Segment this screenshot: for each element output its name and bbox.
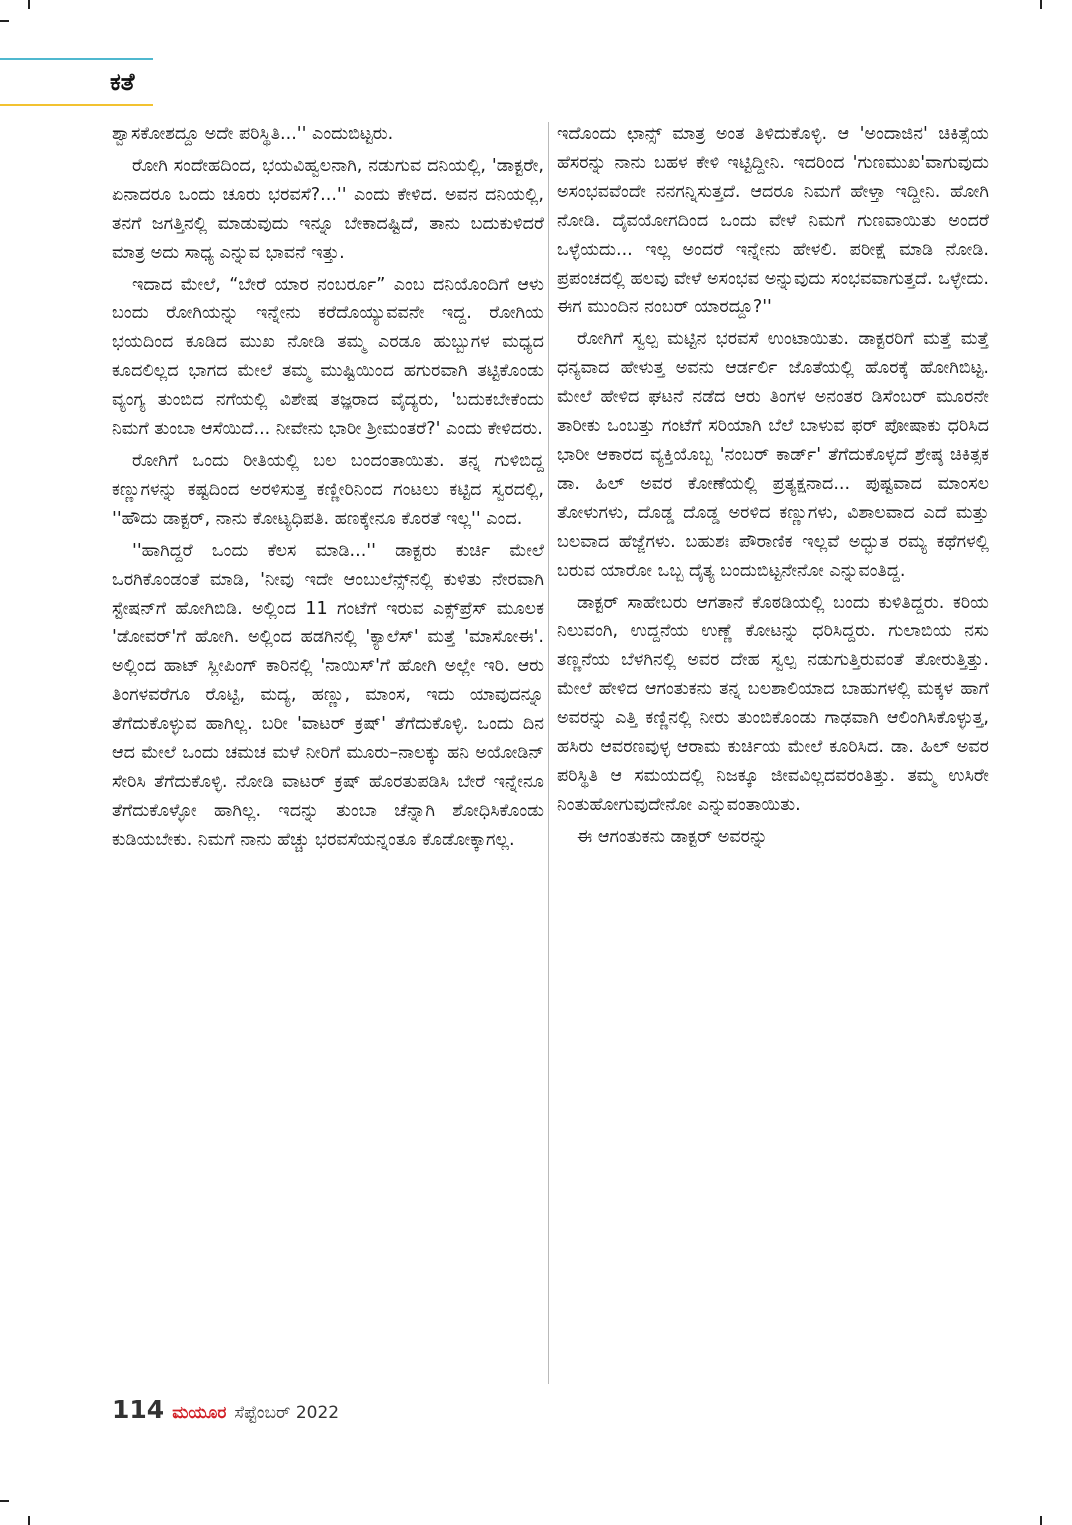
paragraph: ''ಹಾಗಿದ್ದರೆ ಒಂದು ಕೆಲಸ ಮಾಡಿ...'' ಡಾಕ್ಟರು ಕುರ್ಚಿ ಮೇಲೆ ಒರಗಿಕೊಂಡಂತೆ ಮಾಡಿ, 'ನೀವು ಇದೇ ಆಂಬುಲೆನ್ಸ್‌ನಲ್ಲಿ ಕುಳಿತು ನೇರವಾಗಿ ಸ್ಟೇಷನ್‌ಗೆ ಹೋಗಿಬಿಡಿ. ಅಲ್ಲಿಂದ 11 ಗಂಟೆಗೆ ಇರುವ ಎಕ್ಸ್‌ಪ್ರೆಸ್ ಮೂಲಕ 'ಡೋವರ್'ಗೆ ಹೋಗಿ. ಅಲ್ಲಿಂದ ಹಡಗಿನಲ್ಲಿ 'ಕ್ಯಾಲೆಸ್' ಮತ್ತೆ 'ಮಾಸೋಈ'. ಅಲ್ಲಿಂದ ಹಾಟ್ ಸ್ಲೀಪಿಂಗ್ ಕಾರಿನಲ್ಲಿ 'ನಾಯಿಸ್'ಗೆ ಹೋಗಿ ಅಲ್ಲೇ ಇರಿ. ಆರು ತಿಂಗಳವರೆಗೂ ರೊಟ್ಟಿ, ಮದ್ಯ, ಹಣ್ಣು, ಮಾಂಸ, ಇದು ಯಾವುದನ್ನೂ ತೆಗೆದುಕೊಳ್ಳುವ ಹಾಗಿಲ್ಲ. ಬರೀ 'ವಾಟರ್ ಕ್ರಷ್' ತೆಗೆದುಕೊಳ್ಳಿ. ಒಂದು ದಿನ ಆದ ಮೇಲೆ ಒಂದು ಚಮಚ ಮಳೆ ನೀರಿಗೆ ಮೂರು–ನಾಲಕ್ಕು ಹನಿ ಅಯೋಡಿನ್ ಸೇರಿಸಿ ತೆಗೆದುಕೊಳ್ಳಿ. ನೋಡಿ ವಾಟರ್ ಕ್ರಷ್ ಹೊರತುಪಡಿಸಿ ಬೇರೆ ಇನ್ನೇನೂ ತೆಗೆದುಕೊಳ್ಳೋ ಹಾಗಿಲ್ಲ. ಇದನ್ನು ತುಂಬಾ ಚೆನ್ನಾಗಿ ಶೋಧಿಸಿಕೊಂಡು ಕುಡಿಯಬೇಕು. ನಿಮಗೆ ನಾನು ಹೆಚ್ಚು ಭರವಸೆಯನ್ನಂತೂ ಕೊಡೋಕ್ಕಾಗಲ್ಲ. (112, 540, 544, 850)
paragraph: ಶ್ವಾಸಕೋಶದ್ದೂ ಅದೇ ಪರಿಸ್ಥಿತಿ...'' ಎಂದುಬಿಟ್ಟರು. (112, 124, 394, 144)
paragraph: ಇದಾದ ಮೇಲೆ, “ಬೇರೆ ಯಾರ ನಂಬರ್ರೂ” ಎಂಬ ದನಿಯೊಂದಿಗೆ ಆಳು ಬಂದು ರೋಗಿಯನ್ನು ಇನ್ನೇನು ಕರೆದೊಯ್ಯುವವನೇ ಇದ್ದ. ರೋಗಿಯ ಭಯದಿಂದ ಕೂಡಿದ ಮುಖ ನೋಡಿ ತಮ್ಮ ಎರಡೂ ಹುಬ್ಬುಗಳ ಮಧ್ಯದ ಕೂದಲಿಲ್ಲದ ಭಾಗದ ಮೇಲೆ ತಮ್ಮ ಮುಷ್ಟಿಯಿಂದ ಹಗುರವಾಗಿ ತಟ್ಟಿಕೊಂಡು ವ್ಯಂಗ್ಯ ತುಂಬಿದ ನಗೆಯಲ್ಲಿ ವಿಶೇಷ ತಜ್ಞರಾದ ವೈದ್ಯರು, 'ಬದುಕಬೇಕೆಂದು ನಿಮಗೆ ತುಂಬಾ ಆಸೆಯಿದೆ... ನೀವೇನು ಭಾರೀ ಶ್ರೀಮಂತರೆ?' ಎಂದು ಕೇಳಿದರು. (112, 274, 544, 440)
crop-mark (0, 20, 9, 22)
paragraph: ರೋಗಿಗೆ ಸ್ವಲ್ಪ ಮಟ್ಟಿನ ಭರವಸೆ ಉಂಟಾಯಿತು. ಡಾಕ್ಟರರಿಗೆ ಮತ್ತೆ ಮತ್ತೆ ಧನ್ಯವಾದ ಹೇಳುತ್ತ ಅವನು ಆರ್ಡರ್ಲಿ ಜೊತೆಯಲ್ಲಿ ಹೊರಕ್ಕೆ ಹೋಗಿಬಿಟ್ಟ. ಮೇಲೆ ಹೇಳಿದ ಘಟನೆ ನಡೆದ ಆರು ತಿಂಗಳ ಅನಂತರ ಡಿಸೆಂಬರ್ ಮೂರನೇ ತಾರೀಕು ಒಂಬತ್ತು ಗಂಟೆಗೆ ಸರಿಯಾಗಿ ಬೆಲೆ ಬಾಳುವ ಫರ್ ಪೋಷಾಕು ಧರಿಸಿದ ಭಾರೀ ಆಕಾರದ ವ್ಯಕ್ತಿಯೊಬ್ಬ 'ನಂಬರ್ ಕಾರ್ಡ್' ತೆಗೆದುಕೊಳ್ಳದೆ ಶ್ರೇಷ್ಠ ಚಿಕಿತ್ಸಕ ಡಾ. ಹಿಲ್ ಅವರ ಕೋಣೆಯಲ್ಲಿ ಪ್ರತ್ಯಕ್ಷನಾದ... ಪುಷ್ಟವಾದ ಮಾಂಸಲ ತೋಳುಗಳು, ದೊಡ್ಡ ದೊಡ್ಡ ಅರಳಿದ ಕಣ್ಣುಗಳು, ವಿಶಾಲವಾದ ಎದೆ ಮತ್ತು ಬಲವಾದ ಹೆಜ್ಜೆಗಳು. ಬಹುಶಃ ಪೌರಾಣಿಕ ಇಲ್ಲವೆ ಅದ್ಭುತ ರಮ್ಯ ಕಥೆಗಳಲ್ಲಿ ಬರುವ ಯಾರೋ ಒಬ್ಬ ದೈತ್ಯ ಬಂದುಬಿಟ್ಟನೇನೋ ಎನ್ನುವಂತಿದ್ದ. (557, 329, 989, 581)
paragraph: ರೋಗಿ ಸಂದೇಹದಿಂದ, ಭಯವಿಹ್ವಲನಾಗಿ, ನಡುಗುವ ದನಿಯಲ್ಲಿ, 'ಡಾಕ್ಟರೇ, ಏನಾದರೂ ಒಂದು ಚೂರು ಭರವಸೆ?...'' ಎಂದು ಕೇಳಿದ. ಅವನ ದನಿಯಲ್ಲಿ, ತನಗೆ ಜಗತ್ತಿನಲ್ಲಿ ಮಾಡುವುದು ಇನ್ನೂ ಬೇಕಾದಷ್ಟಿದೆ, ತಾನು ಬದುಕುಳಿದರೆ ಮಾತ್ರ ಅದು ಸಾಧ್ಯ ಎನ್ನುವ ಭಾವನೆ ಇತ್ತು. (112, 155, 544, 263)
issue-date: ಸೆಪ್ಟೆಂಬರ್ 2022 (234, 1403, 340, 1423)
paragraph: ಈ ಆಗಂತುಕನು ಡಾಕ್ಟರ್ ಅವರನ್ನು (577, 826, 768, 847)
column-divider (548, 122, 549, 1384)
crop-mark (28, 0, 30, 9)
magazine-logo: ಮಯೂರ (172, 1403, 227, 1423)
crop-mark (1040, 0, 1042, 9)
right-column (557, 120, 989, 1390)
left-column (112, 120, 544, 1390)
header-rule-top (0, 58, 153, 60)
paragraph: ಇದೊಂದು ಛಾನ್ಸ್ ಮಾತ್ರ ಅಂತ ತಿಳಿದುಕೊಳ್ಳಿ. ಆ 'ಅಂದಾಜಿನ' ಚಿಕಿತ್ಸೆಯ ಹೆಸರನ್ನು ನಾನು ಬಹಳ ಕೇಳಿ ಇಟ್ಟಿದ್ದೀನಿ. ಇದರಿಂದ 'ಗುಣಮುಖ'ವಾಗುವುದು ಅಸಂಭವವೆಂದೇ ನನಗನ್ನಿಸುತ್ತದೆ. ಆದರೂ ನಿಮಗೆ ಹೇಳ್ತಾ ಇದ್ದೀನಿ. ಹೋಗಿ ನೋಡಿ. ದೈವಯೋಗದಿಂದ ಒಂದು ವೇಳೆ ನಿಮಗೆ ಗುಣವಾಯಿತು ಅಂದರೆ ಒಳ್ಳೆಯದು... ಇಲ್ಲ ಅಂದರೆ ಇನ್ನೇನು ಹೇಳಲಿ. ಪರೀಕ್ಷೆ ಮಾಡಿ ನೋಡಿ. ಪ್ರಪಂಚದಲ್ಲಿ ಹಲವು ವೇಳೆ ಅಸಂಭವ ಅನ್ನುವುದು ಸಂಭವವಾಗುತ್ತದೆ. ಒಳ್ಳೇದು. ಈಗ ಮುಂದಿನ ನಂಬರ್ ಯಾರದ್ದೂ?'' (557, 124, 989, 318)
paragraph: ಡಾಕ್ಟರ್ ಸಾಹೇಬರು ಆಗತಾನೆ ಕೊಠಡಿಯಲ್ಲಿ ಬಂದು ಕುಳಿತಿದ್ದರು. ಕರಿಯ ನಿಲುವಂಗಿ, ಉದ್ದನೆಯ ಉಣ್ಣೆ ಕೋಟನ್ನು ಧರಿಸಿದ್ದರು. ಗುಲಾಬಿಯ ನಸು ತಣ್ಣನೆಯ ಬೆಳಗಿನಲ್ಲಿ ಅವರ ದೇಹ ಸ್ವಲ್ಪ ನಡುಗುತ್ತಿರುವಂತೆ ತೋರುತ್ತಿತ್ತು. ಮೇಲೆ ಹೇಳಿದ ಆಗಂತುಕನು ತನ್ನ ಬಲಶಾಲಿಯಾದ ಬಾಹುಗಳಲ್ಲಿ ಮಕ್ಕಳ ಹಾಗೆ ಅವರನ್ನು ಎತ್ತಿ ಕಣ್ಣಿನಲ್ಲಿ ನೀರು ತುಂಬಿಕೊಂಡು ಗಾಢವಾಗಿ ಆಲಿಂಗಿಸಿಕೊಳ್ಳುತ್ತ, ಹಸಿರು ಆವರಣವುಳ್ಳ ಆರಾಮ ಕುರ್ಚಿಯ ಮೇಲೆ ಕೂರಿಸಿದ. ಡಾ. ಹಿಲ್ ಅವರ ಪರಿಸ್ಥಿತಿ ಆ ಸಮಯದಲ್ಲಿ ನಿಜಕ್ಕೂ ಜೀವವಿಲ್ಲದವರಂತಿತ್ತು. ತಮ್ಮ ಉಸಿರೇ ನಿಂತುಹೋಗುವುದೇನೋ ಎನ್ನುವಂತಾಯಿತು. (557, 592, 989, 815)
paragraph: ರೋಗಿಗೆ ಒಂದು ರೀತಿಯಲ್ಲಿ ಬಲ ಬಂದಂತಾಯಿತು. ತನ್ನ ಗುಳಿಬಿದ್ದ ಕಣ್ಣುಗಳನ್ನು ಕಷ್ಟದಿಂದ ಅರಳಿಸುತ್ತ ಕಣ್ಣೀರಿನಿಂದ ಗಂಟಲು ಕಟ್ಟಿದ ಸ್ವರದಲ್ಲಿ, ''ಹೌದು ಡಾಕ್ಟರ್, ನಾನು ಕೋಟ್ಯಧಿಪತಿ. ಹಣಕ್ಕೇನೂ ಕೊರತೆ ಇಲ್ಲ'' ಎಂದ. (112, 450, 544, 529)
crop-mark (1040, 1516, 1042, 1525)
crop-mark (28, 1516, 30, 1525)
page-number: 114 (112, 1395, 165, 1424)
page-footer (112, 1395, 339, 1429)
section-label: ಕತೆ (110, 68, 135, 96)
header-rule-bottom (0, 104, 153, 106)
crop-mark (0, 1500, 9, 1502)
